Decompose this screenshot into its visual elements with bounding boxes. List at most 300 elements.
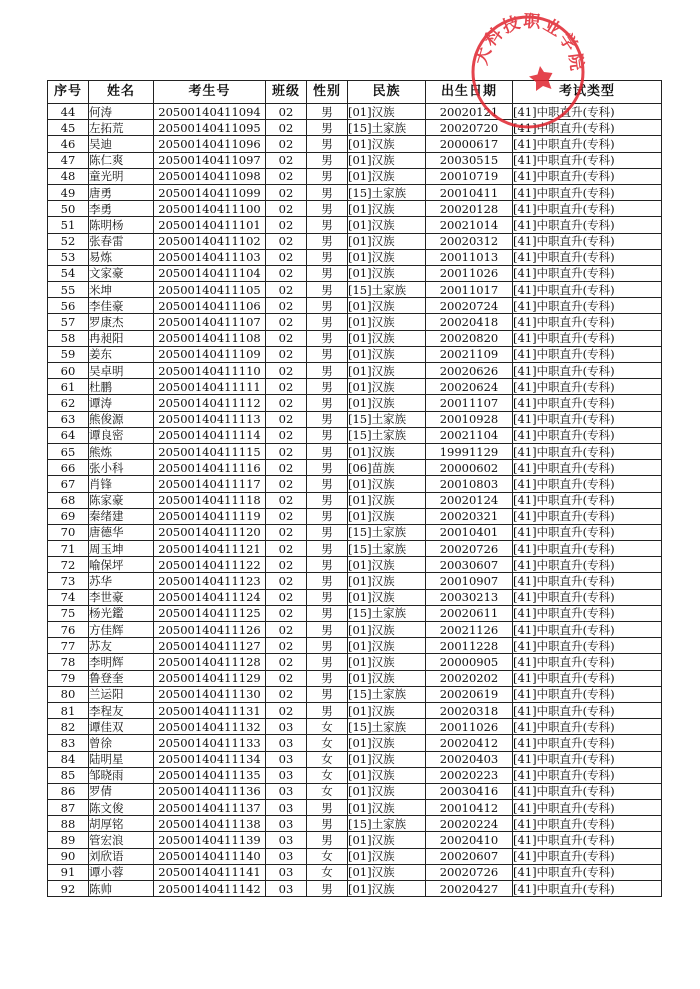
table-row (48, 460, 662, 476)
cell-index: 75 (48, 605, 89, 621)
cell-exam-type: [41]中职直升(专科) (513, 314, 662, 330)
cell-ethnicity: [01]汉族 (348, 751, 426, 767)
cell-gender: 男 (307, 298, 348, 314)
cell-exam-id: 20500140411132 (154, 719, 266, 735)
cell-birth-date: 20020619 (426, 686, 513, 702)
cell-class: 03 (266, 735, 307, 751)
cell-class: 02 (266, 654, 307, 670)
cell-class: 03 (266, 816, 307, 832)
cell-exam-id: 20500140411107 (154, 314, 266, 330)
cell-name: 陈仁爽 (89, 152, 154, 168)
cell-name: 何涛 (89, 104, 154, 120)
cell-index: 76 (48, 622, 89, 638)
cell-exam-id: 20500140411122 (154, 557, 266, 573)
cell-exam-id: 20500140411135 (154, 767, 266, 783)
cell-name: 米坤 (89, 282, 154, 298)
cell-exam-type: [41]中职直升(专科) (513, 573, 662, 589)
cell-name: 李明辉 (89, 654, 154, 670)
cell-birth-date: 20030213 (426, 589, 513, 605)
cell-exam-type: [41]中职直升(专科) (513, 832, 662, 848)
cell-ethnicity: [01]汉族 (348, 201, 426, 217)
cell-class: 03 (266, 719, 307, 735)
cell-exam-id: 20500140411125 (154, 605, 266, 621)
cell-gender: 男 (307, 605, 348, 621)
cell-class: 02 (266, 605, 307, 621)
cell-ethnicity: [01]汉族 (348, 508, 426, 524)
cell-exam-type: [41]中职直升(专科) (513, 104, 662, 120)
cell-index: 62 (48, 395, 89, 411)
cell-class: 02 (266, 168, 307, 184)
cell-class: 02 (266, 379, 307, 395)
cell-ethnicity: [01]汉族 (348, 783, 426, 799)
cell-ethnicity: [15]土家族 (348, 605, 426, 621)
cell-name: 胡厚铭 (89, 816, 154, 832)
cell-name: 刘欣语 (89, 848, 154, 864)
cell-index: 65 (48, 443, 89, 459)
cell-gender: 男 (307, 168, 348, 184)
cell-exam-type: [41]中职直升(专科) (513, 330, 662, 346)
cell-exam-id: 20500140411121 (154, 541, 266, 557)
cell-class: 02 (266, 201, 307, 217)
cell-gender: 男 (307, 508, 348, 524)
table-row (48, 233, 662, 249)
cell-exam-id: 20500140411123 (154, 573, 266, 589)
cell-index: 79 (48, 670, 89, 686)
cell-exam-id: 20500140411101 (154, 217, 266, 233)
cell-class: 02 (266, 217, 307, 233)
cell-ethnicity: [01]汉族 (348, 557, 426, 573)
cell-birth-date: 20020318 (426, 702, 513, 718)
cell-birth-date: 20030515 (426, 152, 513, 168)
cell-exam-id: 20500140411133 (154, 735, 266, 751)
cell-birth-date: 20020321 (426, 508, 513, 524)
cell-exam-type: [41]中职直升(专科) (513, 508, 662, 524)
cell-gender: 男 (307, 443, 348, 459)
cell-name: 唐勇 (89, 184, 154, 200)
cell-gender: 男 (307, 654, 348, 670)
cell-ethnicity: [15]土家族 (348, 541, 426, 557)
table-row (48, 168, 662, 184)
cell-gender: 女 (307, 783, 348, 799)
cell-gender: 女 (307, 751, 348, 767)
cell-ethnicity: [01]汉族 (348, 217, 426, 233)
cell-ethnicity: [01]汉族 (348, 670, 426, 686)
table-row (48, 605, 662, 621)
cell-ethnicity: [01]汉族 (348, 573, 426, 589)
table-row (48, 654, 662, 670)
cell-ethnicity: [01]汉族 (348, 346, 426, 362)
cell-gender: 男 (307, 670, 348, 686)
table-row (48, 702, 662, 718)
cell-index: 66 (48, 460, 89, 476)
header-name: 姓名 (89, 81, 154, 104)
cell-class: 02 (266, 460, 307, 476)
cell-exam-id: 20500140411115 (154, 443, 266, 459)
cell-exam-id: 20500140411095 (154, 120, 266, 136)
cell-name: 杨光鑑 (89, 605, 154, 621)
cell-ethnicity: [01]汉族 (348, 249, 426, 265)
cell-class: 03 (266, 800, 307, 816)
cell-exam-id: 20500140411100 (154, 201, 266, 217)
table-row (48, 298, 662, 314)
cell-birth-date: 20020726 (426, 541, 513, 557)
cell-ethnicity: [15]土家族 (348, 184, 426, 200)
cell-exam-type: [41]中职直升(专科) (513, 783, 662, 799)
cell-exam-type: [41]中职直升(专科) (513, 249, 662, 265)
cell-exam-id: 20500140411128 (154, 654, 266, 670)
cell-gender: 女 (307, 848, 348, 864)
header-index: 序号 (48, 81, 89, 104)
cell-name: 谭小蓉 (89, 864, 154, 880)
cell-exam-type: [41]中职直升(专科) (513, 443, 662, 459)
cell-index: 74 (48, 589, 89, 605)
cell-birth-date: 20030607 (426, 557, 513, 573)
cell-gender: 男 (307, 524, 348, 540)
cell-class: 02 (266, 249, 307, 265)
cell-exam-type: [41]中职直升(专科) (513, 298, 662, 314)
cell-exam-id: 20500140411113 (154, 411, 266, 427)
cell-birth-date: 20020202 (426, 670, 513, 686)
table-row (48, 136, 662, 152)
cell-birth-date: 20020312 (426, 233, 513, 249)
cell-name: 陆明星 (89, 751, 154, 767)
cell-ethnicity: [01]汉族 (348, 379, 426, 395)
cell-birth-date: 20020720 (426, 120, 513, 136)
cell-class: 02 (266, 282, 307, 298)
cell-exam-id: 20500140411116 (154, 460, 266, 476)
cell-index: 92 (48, 881, 89, 897)
cell-name: 文家豪 (89, 265, 154, 281)
cell-exam-type: [41]中职直升(专科) (513, 654, 662, 670)
table-row (48, 541, 662, 557)
cell-class: 02 (266, 443, 307, 459)
cell-ethnicity: [01]汉族 (348, 702, 426, 718)
cell-ethnicity: [15]土家族 (348, 411, 426, 427)
cell-gender: 男 (307, 460, 348, 476)
cell-exam-type: [41]中职直升(专科) (513, 719, 662, 735)
cell-class: 02 (266, 492, 307, 508)
cell-exam-type: [41]中职直升(专科) (513, 136, 662, 152)
cell-class: 02 (266, 476, 307, 492)
cell-gender: 男 (307, 265, 348, 281)
cell-class: 02 (266, 363, 307, 379)
cell-name: 周玉坤 (89, 541, 154, 557)
cell-exam-id: 20500140411109 (154, 346, 266, 362)
cell-birth-date: 20020726 (426, 864, 513, 880)
cell-exam-id: 20500140411110 (154, 363, 266, 379)
cell-gender: 男 (307, 832, 348, 848)
cell-index: 63 (48, 411, 89, 427)
cell-exam-type: [41]中职直升(专科) (513, 184, 662, 200)
cell-class: 02 (266, 346, 307, 362)
cell-gender: 男 (307, 541, 348, 557)
svg-text:大科技职业学院 (471, 12, 588, 74)
cell-birth-date: 20020410 (426, 832, 513, 848)
cell-name: 陈明杨 (89, 217, 154, 233)
cell-class: 03 (266, 881, 307, 897)
cell-exam-id: 20500140411118 (154, 492, 266, 508)
cell-exam-type: [41]中职直升(专科) (513, 767, 662, 783)
student-roster-table (47, 80, 662, 897)
cell-index: 47 (48, 152, 89, 168)
cell-index: 60 (48, 363, 89, 379)
table-row (48, 427, 662, 443)
cell-exam-id: 20500140411142 (154, 881, 266, 897)
cell-ethnicity: [01]汉族 (348, 735, 426, 751)
cell-exam-id: 20500140411097 (154, 152, 266, 168)
cell-exam-type: [41]中职直升(专科) (513, 605, 662, 621)
cell-gender: 男 (307, 120, 348, 136)
cell-index: 77 (48, 638, 89, 654)
table-row (48, 395, 662, 411)
cell-exam-type: [41]中职直升(专科) (513, 524, 662, 540)
cell-ethnicity: [01]汉族 (348, 298, 426, 314)
cell-ethnicity: [01]汉族 (348, 104, 426, 120)
cell-exam-type: [41]中职直升(专科) (513, 751, 662, 767)
header-ethnicity: 民族 (348, 81, 426, 104)
cell-class: 02 (266, 152, 307, 168)
cell-exam-id: 20500140411105 (154, 282, 266, 298)
cell-index: 58 (48, 330, 89, 346)
cell-class: 02 (266, 298, 307, 314)
cell-exam-type: [41]中职直升(专科) (513, 152, 662, 168)
cell-birth-date: 20020724 (426, 298, 513, 314)
cell-index: 45 (48, 120, 89, 136)
cell-exam-type: [41]中职直升(专科) (513, 800, 662, 816)
cell-name: 谭良密 (89, 427, 154, 443)
cell-class: 02 (266, 120, 307, 136)
cell-index: 52 (48, 233, 89, 249)
cell-ethnicity: [01]汉族 (348, 265, 426, 281)
cell-class: 02 (266, 622, 307, 638)
cell-index: 70 (48, 524, 89, 540)
cell-ethnicity: [01]汉族 (348, 363, 426, 379)
cell-ethnicity: [15]土家族 (348, 427, 426, 443)
cell-gender: 女 (307, 864, 348, 880)
cell-name: 张小科 (89, 460, 154, 476)
cell-gender: 男 (307, 363, 348, 379)
cell-name: 肖锋 (89, 476, 154, 492)
cell-birth-date: 20011026 (426, 719, 513, 735)
cell-gender: 男 (307, 816, 348, 832)
cell-class: 02 (266, 670, 307, 686)
cell-index: 91 (48, 864, 89, 880)
cell-exam-type: [41]中职直升(专科) (513, 686, 662, 702)
table-row (48, 330, 662, 346)
cell-class: 02 (266, 638, 307, 654)
cell-exam-id: 20500140411127 (154, 638, 266, 654)
cell-name: 张春雷 (89, 233, 154, 249)
cell-gender: 男 (307, 217, 348, 233)
table-body (48, 104, 662, 897)
cell-birth-date: 20020626 (426, 363, 513, 379)
header-class: 班级 (266, 81, 307, 104)
cell-ethnicity: [01]汉族 (348, 314, 426, 330)
cell-exam-type: [41]中职直升(专科) (513, 670, 662, 686)
cell-class: 02 (266, 573, 307, 589)
cell-ethnicity: [01]汉族 (348, 638, 426, 654)
cell-gender: 男 (307, 314, 348, 330)
table-row (48, 719, 662, 735)
cell-ethnicity: [01]汉族 (348, 800, 426, 816)
cell-class: 03 (266, 864, 307, 880)
cell-index: 48 (48, 168, 89, 184)
cell-exam-type: [41]中职直升(专科) (513, 120, 662, 136)
cell-exam-type: [41]中职直升(专科) (513, 541, 662, 557)
cell-birth-date: 20011107 (426, 395, 513, 411)
cell-name: 吴卓明 (89, 363, 154, 379)
cell-birth-date: 20020121 (426, 104, 513, 120)
cell-name: 陈家豪 (89, 492, 154, 508)
cell-exam-id: 20500140411096 (154, 136, 266, 152)
cell-exam-id: 20500140411102 (154, 233, 266, 249)
cell-index: 46 (48, 136, 89, 152)
cell-exam-type: [41]中职直升(专科) (513, 460, 662, 476)
cell-ethnicity: [01]汉族 (348, 848, 426, 864)
cell-class: 03 (266, 848, 307, 864)
cell-index: 57 (48, 314, 89, 330)
cell-ethnicity: [01]汉族 (348, 136, 426, 152)
cell-birth-date: 20020418 (426, 314, 513, 330)
cell-exam-id: 20500140411131 (154, 702, 266, 718)
cell-exam-type: [41]中职直升(专科) (513, 492, 662, 508)
cell-name: 罗康杰 (89, 314, 154, 330)
cell-name: 曾徐 (89, 735, 154, 751)
cell-exam-id: 20500140411134 (154, 751, 266, 767)
cell-ethnicity: [01]汉族 (348, 330, 426, 346)
cell-gender: 男 (307, 476, 348, 492)
cell-index: 49 (48, 184, 89, 200)
cell-birth-date: 20011013 (426, 249, 513, 265)
cell-class: 02 (266, 233, 307, 249)
cell-birth-date: 20030416 (426, 783, 513, 799)
cell-gender: 男 (307, 152, 348, 168)
cell-birth-date: 20010907 (426, 573, 513, 589)
cell-class: 02 (266, 508, 307, 524)
cell-class: 02 (266, 524, 307, 540)
table-row (48, 767, 662, 783)
cell-index: 90 (48, 848, 89, 864)
cell-gender: 男 (307, 622, 348, 638)
header-birth-date: 出生日期 (426, 81, 513, 104)
cell-exam-id: 20500140411112 (154, 395, 266, 411)
cell-birth-date: 20021109 (426, 346, 513, 362)
cell-ethnicity: [01]汉族 (348, 443, 426, 459)
cell-ethnicity: [01]汉族 (348, 767, 426, 783)
header-exam-id: 考生号 (154, 81, 266, 104)
cell-class: 02 (266, 557, 307, 573)
table-row (48, 217, 662, 233)
cell-name: 李程友 (89, 702, 154, 718)
cell-gender: 男 (307, 573, 348, 589)
cell-exam-id: 20500140411094 (154, 104, 266, 120)
table-row (48, 589, 662, 605)
cell-name: 冉昶阳 (89, 330, 154, 346)
cell-exam-type: [41]中职直升(专科) (513, 427, 662, 443)
cell-index: 81 (48, 702, 89, 718)
cell-index: 83 (48, 735, 89, 751)
cell-name: 谭佳双 (89, 719, 154, 735)
cell-birth-date: 20020223 (426, 767, 513, 783)
cell-exam-id: 20500140411106 (154, 298, 266, 314)
cell-name: 左拓荒 (89, 120, 154, 136)
cell-birth-date: 20020820 (426, 330, 513, 346)
cell-exam-id: 20500140411119 (154, 508, 266, 524)
cell-class: 02 (266, 184, 307, 200)
cell-class: 02 (266, 427, 307, 443)
cell-gender: 男 (307, 492, 348, 508)
cell-index: 88 (48, 816, 89, 832)
cell-birth-date: 20020403 (426, 751, 513, 767)
table-row (48, 120, 662, 136)
cell-name: 谭涛 (89, 395, 154, 411)
cell-exam-id: 20500140411099 (154, 184, 266, 200)
cell-name: 鲁登奎 (89, 670, 154, 686)
cell-index: 64 (48, 427, 89, 443)
cell-index: 55 (48, 282, 89, 298)
cell-birth-date: 20021104 (426, 427, 513, 443)
cell-exam-id: 20500140411141 (154, 864, 266, 880)
cell-ethnicity: [01]汉族 (348, 492, 426, 508)
cell-birth-date: 19991129 (426, 443, 513, 459)
cell-exam-id: 20500140411139 (154, 832, 266, 848)
cell-class: 02 (266, 411, 307, 427)
cell-exam-type: [41]中职直升(专科) (513, 735, 662, 751)
cell-class: 02 (266, 702, 307, 718)
cell-birth-date: 20010928 (426, 411, 513, 427)
cell-gender: 男 (307, 201, 348, 217)
cell-index: 73 (48, 573, 89, 589)
cell-gender: 男 (307, 184, 348, 200)
cell-exam-id: 20500140411140 (154, 848, 266, 864)
table-row (48, 346, 662, 362)
cell-name: 唐德华 (89, 524, 154, 540)
cell-name: 苏友 (89, 638, 154, 654)
cell-exam-type: [41]中职直升(专科) (513, 265, 662, 281)
table-row (48, 363, 662, 379)
cell-ethnicity: [01]汉族 (348, 395, 426, 411)
table-row (48, 832, 662, 848)
cell-name: 熊炼 (89, 443, 154, 459)
table-row (48, 152, 662, 168)
cell-index: 69 (48, 508, 89, 524)
table-row (48, 492, 662, 508)
cell-ethnicity: [15]土家族 (348, 719, 426, 735)
cell-gender: 男 (307, 881, 348, 897)
cell-birth-date: 20021014 (426, 217, 513, 233)
cell-exam-id: 20500140411104 (154, 265, 266, 281)
cell-birth-date: 20011026 (426, 265, 513, 281)
table-row (48, 622, 662, 638)
cell-index: 54 (48, 265, 89, 281)
cell-exam-type: [41]中职直升(专科) (513, 816, 662, 832)
table-row (48, 573, 662, 589)
cell-birth-date: 20011017 (426, 282, 513, 298)
cell-index: 84 (48, 751, 89, 767)
cell-name: 邹晓雨 (89, 767, 154, 783)
cell-name: 李世豪 (89, 589, 154, 605)
cell-index: 44 (48, 104, 89, 120)
table-row (48, 881, 662, 897)
cell-ethnicity: [01]汉族 (348, 864, 426, 880)
cell-exam-id: 20500140411137 (154, 800, 266, 816)
table-row (48, 557, 662, 573)
table-row (48, 735, 662, 751)
cell-exam-id: 20500140411117 (154, 476, 266, 492)
cell-index: 85 (48, 767, 89, 783)
cell-ethnicity: [15]土家族 (348, 282, 426, 298)
table-row (48, 249, 662, 265)
